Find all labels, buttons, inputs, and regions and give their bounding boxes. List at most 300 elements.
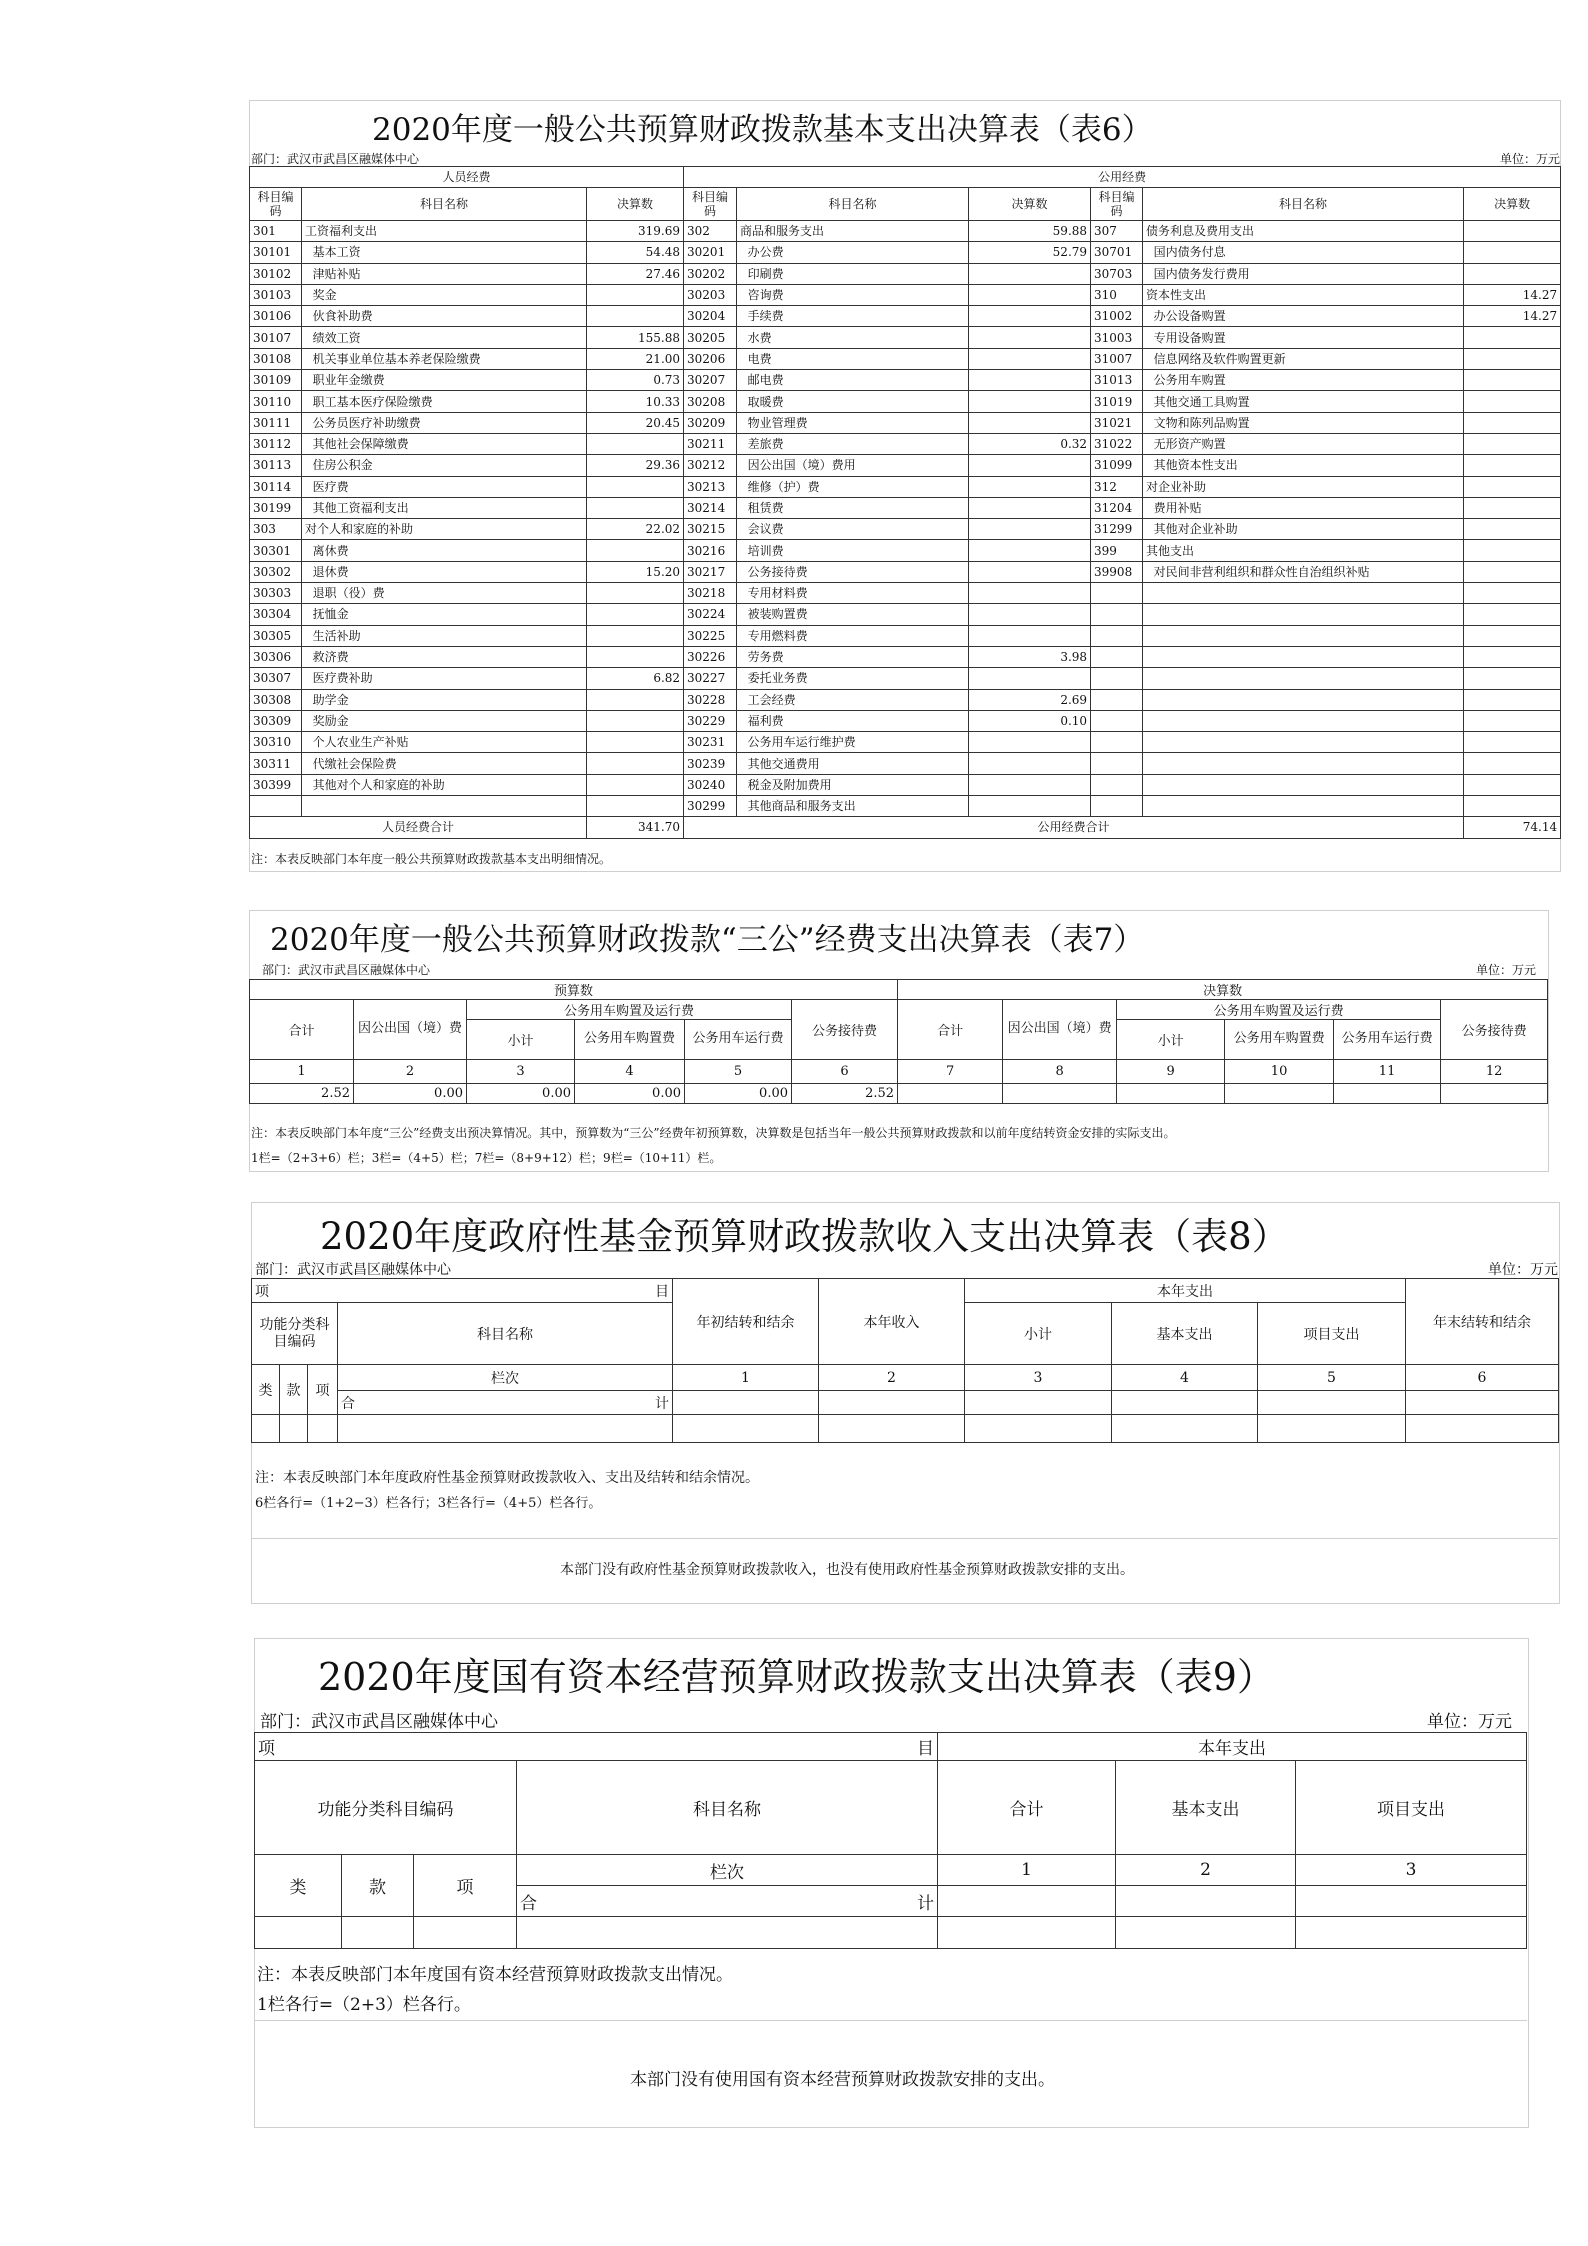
mu-label: 目: [917, 1739, 934, 1759]
table-row: [250, 327, 1561, 348]
amount-cell: [969, 604, 1091, 625]
amount-cell: [1464, 604, 1561, 625]
amount-cell: [587, 710, 684, 731]
code-cell: 307: [1091, 221, 1143, 242]
table-row: [250, 710, 1561, 731]
col-name: 科目名称: [1143, 188, 1464, 221]
code-cell: 30303: [250, 583, 302, 604]
table8-dept: 部门：武汉市武昌区融媒体中心: [255, 1262, 451, 1278]
value-cell: [1003, 1084, 1117, 1104]
code-cell: 312: [1091, 476, 1143, 497]
func-code-header: 功能分类科目编码: [252, 1303, 338, 1365]
group-public: 公用经费: [684, 167, 1561, 188]
col-number: 2: [354, 1060, 467, 1084]
name-cell: 被装购置费: [737, 604, 969, 625]
code-cell: 30209: [684, 412, 737, 433]
amount-cell: 22.02: [587, 519, 684, 540]
col-code: 科目编码: [250, 188, 302, 221]
code-cell: 30217: [684, 561, 737, 582]
code-cell: 30113: [250, 455, 302, 476]
code-cell: 31021: [1091, 412, 1143, 433]
amount-cell: [1464, 476, 1561, 497]
table9-unit: 单位：万元: [1427, 1712, 1512, 1732]
name-cell: 职工基本医疗保险缴费: [302, 391, 587, 412]
amount-cell: [1464, 583, 1561, 604]
name-cell: 劳务费: [737, 646, 969, 667]
value-cell: [1225, 1084, 1334, 1104]
col-number: 7: [898, 1060, 1003, 1084]
code-cell: 30112: [250, 433, 302, 454]
name-cell: 邮电费: [737, 370, 969, 391]
car-run-header: 公务用车运行费: [685, 1020, 792, 1060]
col-number: 3: [1296, 1855, 1527, 1886]
table-row: [250, 433, 1561, 454]
code-cell: 310: [1091, 284, 1143, 305]
code-cell: 31007: [1091, 348, 1143, 369]
table-row: [250, 583, 1561, 604]
reception-header: 公务接待费: [792, 1000, 898, 1060]
table-row: [250, 497, 1561, 518]
basic-header: 基本支出: [1116, 1761, 1296, 1855]
name-cell: 职业年金缴费: [302, 370, 587, 391]
col-amount: 决算数: [587, 188, 684, 221]
col-number: 8: [1003, 1060, 1117, 1084]
amount-cell: [969, 732, 1091, 753]
amount-cell: [969, 327, 1091, 348]
xiang-label: 项: [258, 1739, 275, 1759]
budget-header: 预算数: [250, 980, 898, 1000]
name-cell: 津贴补贴: [302, 263, 587, 284]
code-cell: 30214: [684, 497, 737, 518]
amount-cell: [969, 625, 1091, 646]
name-cell: 基本工资: [302, 242, 587, 263]
code-cell: [1091, 753, 1143, 774]
col-amount: 决算数: [969, 188, 1091, 221]
amount-cell: [1464, 710, 1561, 731]
table-row: [250, 689, 1561, 710]
code-cell: [1091, 689, 1143, 710]
income-header: 本年收入: [819, 1279, 965, 1365]
code-cell: 30227: [684, 668, 737, 689]
table-row: [250, 604, 1561, 625]
name-cell: 专用设备购置: [1143, 327, 1464, 348]
name-cell: [1143, 753, 1464, 774]
table-row: [250, 412, 1561, 433]
amount-cell: [969, 348, 1091, 369]
amount-cell: [1464, 348, 1561, 369]
table8: [251, 1278, 1559, 1443]
code-cell: [1091, 583, 1143, 604]
table-row: [250, 242, 1561, 263]
name-cell: 维修（护）费: [737, 476, 969, 497]
amount-cell: 14.27: [1464, 306, 1561, 327]
amount-cell: [587, 753, 684, 774]
amount-cell: [587, 646, 684, 667]
amount-cell: [969, 796, 1091, 817]
amount-cell: 52.79: [969, 242, 1091, 263]
col-number: 5: [1258, 1365, 1406, 1391]
xiang-label: 项: [255, 1283, 269, 1300]
table7-unit: 单位：万元: [1476, 963, 1537, 977]
group-personnel: 人员经费: [250, 167, 684, 188]
amount-cell: [1464, 433, 1561, 454]
name-cell: 其他资本性支出: [1143, 455, 1464, 476]
lei-label: 类: [252, 1365, 280, 1415]
amount-cell: 0.10: [969, 710, 1091, 731]
code-cell: 31022: [1091, 433, 1143, 454]
amount-cell: [1464, 221, 1561, 242]
amount-cell: [1464, 753, 1561, 774]
code-cell: 30110: [250, 391, 302, 412]
table-row: [250, 561, 1561, 582]
name-cell: 医疗费补助: [302, 668, 587, 689]
name-cell: 物业管理费: [737, 412, 969, 433]
code-cell: 30218: [684, 583, 737, 604]
table-row: [250, 348, 1561, 369]
value-cell: 2.52: [250, 1084, 354, 1104]
ji-label: 计: [655, 1395, 669, 1412]
code-cell: 30208: [684, 391, 737, 412]
amount-cell: [587, 433, 684, 454]
table8-title: 2020年度政府性基金预算财政拨款收入支出决算表（表8）: [320, 1215, 1289, 1258]
amount-cell: [1464, 519, 1561, 540]
amount-cell: [969, 391, 1091, 412]
name-cell: 公务用车购置: [1143, 370, 1464, 391]
amount-cell: [587, 625, 684, 646]
code-cell: 31099: [1091, 455, 1143, 476]
code-cell: 30213: [684, 476, 737, 497]
code-cell: 30240: [684, 774, 737, 795]
name-cell: 退休费: [302, 561, 587, 582]
col-name: 科目名称: [737, 188, 969, 221]
table-row: [250, 455, 1561, 476]
table6: [249, 166, 1561, 839]
name-cell: 福利费: [737, 710, 969, 731]
table6-title: 2020年度一般公共预算财政拨款基本支出决算表（表6）: [372, 112, 1153, 148]
amount-cell: [969, 370, 1091, 391]
amount-cell: [1464, 689, 1561, 710]
name-cell: 因公出国（境）费用: [737, 455, 969, 476]
table-row: [250, 774, 1561, 795]
amount-cell: [1464, 497, 1561, 518]
amount-cell: [587, 540, 684, 561]
amount-cell: [1464, 263, 1561, 284]
amount-cell: [587, 796, 684, 817]
value-cell: [1441, 1084, 1548, 1104]
name-cell: 咨询费: [737, 284, 969, 305]
code-cell: [1091, 625, 1143, 646]
col-number: 1: [673, 1365, 819, 1391]
code-cell: 30103: [250, 284, 302, 305]
table-row: [250, 753, 1561, 774]
amount-cell: [969, 412, 1091, 433]
ji-label: 计: [917, 1893, 934, 1914]
code-cell: 399: [1091, 540, 1143, 561]
name-cell: [1143, 710, 1464, 731]
code-cell: 30205: [684, 327, 737, 348]
name-cell: 文物和陈列品购置: [1143, 412, 1464, 433]
code-cell: 30302: [250, 561, 302, 582]
name-cell: 办公费: [737, 242, 969, 263]
amount-cell: [1464, 561, 1561, 582]
code-cell: 30207: [684, 370, 737, 391]
amount-cell: 0.32: [969, 433, 1091, 454]
name-cell: 公务接待费: [737, 561, 969, 582]
name-cell: [1143, 604, 1464, 625]
name-cell: 对民间非营利组织和群众性自治组织补贴: [1143, 561, 1464, 582]
abroad-header: 因公出国（境）费: [354, 1000, 467, 1060]
he-label: 合: [520, 1893, 537, 1914]
col-number: 10: [1225, 1060, 1334, 1084]
table7-dept: 部门：武汉市武昌区融媒体中心: [262, 963, 431, 977]
total-personnel-label: 人员经费合计: [250, 817, 587, 838]
table9-note1: 注：本表反映部门本年度国有资本经营预算财政拨款支出情况。: [257, 1965, 733, 1985]
name-cell: 国内债务发行费用: [1143, 263, 1464, 284]
table7: [249, 979, 1548, 1104]
xiang-label: 项: [308, 1365, 338, 1415]
col-name: 科目名称: [302, 188, 587, 221]
code-cell: 30114: [250, 476, 302, 497]
col-amount: 决算数: [1464, 188, 1561, 221]
func-code-header: 功能分类科目编码: [255, 1761, 517, 1855]
subtotal-header: 小计: [1117, 1020, 1225, 1060]
final-header: 决算数: [898, 980, 1548, 1000]
name-cell: 离休费: [302, 540, 587, 561]
name-cell: 办公设备购置: [1143, 306, 1464, 327]
amount-cell: [1464, 370, 1561, 391]
amount-cell: 54.48: [587, 242, 684, 263]
amount-cell: [587, 774, 684, 795]
code-cell: 30203: [684, 284, 737, 305]
name-cell: 手续费: [737, 306, 969, 327]
amount-cell: [587, 306, 684, 327]
code-cell: 30308: [250, 689, 302, 710]
table-row: [250, 306, 1561, 327]
project-header: 项目支出: [1296, 1761, 1527, 1855]
name-cell: 助学金: [302, 689, 587, 710]
name-cell: [1143, 796, 1464, 817]
table-row: [250, 284, 1561, 305]
table9-title: 2020年度国有资本经营预算财政拨款支出决算表（表9）: [318, 1655, 1275, 1699]
code-cell: 30224: [684, 604, 737, 625]
value-cell: 0.00: [575, 1084, 685, 1104]
name-header: 科目名称: [517, 1761, 938, 1855]
code-cell: 31019: [1091, 391, 1143, 412]
name-cell: [1143, 646, 1464, 667]
amount-cell: [969, 263, 1091, 284]
lei-label: 类: [255, 1855, 342, 1917]
col-number: 3: [467, 1060, 575, 1084]
name-cell: 对个人和家庭的补助: [302, 519, 587, 540]
code-cell: 30212: [684, 455, 737, 476]
code-cell: 303: [250, 519, 302, 540]
name-cell: 退职（役）费: [302, 583, 587, 604]
table-row: [250, 540, 1561, 561]
col-number: 1: [938, 1855, 1116, 1886]
amount-cell: [969, 668, 1091, 689]
table8-empty-note: 本部门没有政府性基金预算财政拨款收入，也没有使用政府性基金预算财政拨款安排的支出。: [560, 1562, 1134, 1578]
name-cell: 其他交通工具购置: [1143, 391, 1464, 412]
amount-cell: [969, 497, 1091, 518]
name-cell: 其他支出: [1143, 540, 1464, 561]
code-cell: 30231: [684, 732, 737, 753]
name-cell: 医疗费: [302, 476, 587, 497]
amount-cell: 15.20: [587, 561, 684, 582]
name-cell: 代缴社会保险费: [302, 753, 587, 774]
table6-unit: 单位：万元: [1500, 152, 1561, 166]
amount-cell: 27.46: [587, 263, 684, 284]
name-cell: 公务用车运行维护费: [737, 732, 969, 753]
value-cell: 0.00: [354, 1084, 467, 1104]
code-cell: [1091, 668, 1143, 689]
expense-header: 本年支出: [938, 1733, 1527, 1761]
col-number: 2: [819, 1365, 965, 1391]
table-row: [250, 796, 1561, 817]
name-cell: 住房公积金: [302, 455, 587, 476]
total-personnel: 341.70: [587, 817, 684, 838]
value-cell: [898, 1084, 1003, 1104]
table7-title: 2020年度一般公共预算财政拨款“三公”经费支出决算表（表7）: [270, 922, 1145, 958]
code-cell: 31204: [1091, 497, 1143, 518]
name-cell: 专用材料费: [737, 583, 969, 604]
total-public: 74.14: [1464, 817, 1561, 838]
col-number: 3: [965, 1365, 1112, 1391]
name-cell: 费用补贴: [1143, 497, 1464, 518]
name-cell: 公务员医疗补助缴费: [302, 412, 587, 433]
name-cell: 资本性支出: [1143, 284, 1464, 305]
amount-cell: [1464, 391, 1561, 412]
col-number: 12: [1441, 1060, 1548, 1084]
value-cell: 2.52: [792, 1084, 898, 1104]
name-cell: 取暖费: [737, 391, 969, 412]
name-cell: 信息网络及软件购置更新: [1143, 348, 1464, 369]
name-cell: [1143, 583, 1464, 604]
code-cell: [1091, 774, 1143, 795]
table-row: [250, 646, 1561, 667]
table-row: [250, 370, 1561, 391]
amount-cell: [587, 476, 684, 497]
expense-header: 本年支出: [965, 1279, 1406, 1303]
table-row: [250, 732, 1561, 753]
col-number: 4: [575, 1060, 685, 1084]
name-cell: [1143, 668, 1464, 689]
code-cell: 31013: [1091, 370, 1143, 391]
amount-cell: 14.27: [1464, 284, 1561, 305]
name-cell: 租赁费: [737, 497, 969, 518]
basic-header: 基本支出: [1112, 1303, 1258, 1365]
name-cell: [1143, 774, 1464, 795]
col-number: 2: [1116, 1855, 1296, 1886]
code-cell: 30310: [250, 732, 302, 753]
code-cell: 30202: [684, 263, 737, 284]
name-cell: 其他对企业补助: [1143, 519, 1464, 540]
code-cell: 30229: [684, 710, 737, 731]
begin-header: 年初结转和结余: [673, 1279, 819, 1365]
amount-cell: [1464, 668, 1561, 689]
name-cell: 差旅费: [737, 433, 969, 454]
amount-cell: [1464, 646, 1561, 667]
amount-cell: 10.33: [587, 391, 684, 412]
amount-cell: [1464, 625, 1561, 646]
table9-note2: 1栏各行=（2+3）栏各行。: [257, 1995, 471, 2015]
name-cell: 其他对个人和家庭的补助: [302, 774, 587, 795]
value-cell: 0.00: [467, 1084, 575, 1104]
abroad-header: 因公出国（境）费: [1003, 1000, 1117, 1060]
reception-header: 公务接待费: [1441, 1000, 1548, 1060]
value-cell: 0.00: [685, 1084, 792, 1104]
name-cell: 印刷费: [737, 263, 969, 284]
name-cell: 电费: [737, 348, 969, 369]
code-cell: 30204: [684, 306, 737, 327]
table8-unit: 单位：万元: [1488, 1262, 1558, 1278]
table-row: [250, 263, 1561, 284]
amount-cell: [969, 774, 1091, 795]
col-number: 4: [1112, 1365, 1258, 1391]
col-code: 科目编码: [1091, 188, 1143, 221]
table9-empty-note: 本部门没有使用国有资本经营预算财政拨款安排的支出。: [630, 2070, 1055, 2090]
car-run-header: 公务用车运行费: [1334, 1020, 1441, 1060]
code-cell: 30226: [684, 646, 737, 667]
project-header: 项目支出: [1258, 1303, 1406, 1365]
col-number: 6: [1406, 1365, 1559, 1391]
car-buy-header: 公务用车购置费: [575, 1020, 685, 1060]
name-cell: 抚恤金: [302, 604, 587, 625]
value-cell: [1334, 1084, 1441, 1104]
code-cell: 30102: [250, 263, 302, 284]
table8-note1: 注：本表反映部门本年度政府性基金预算财政拨款收入、支出及结转和结余情况。: [255, 1470, 759, 1486]
code-cell: 30301: [250, 540, 302, 561]
amount-cell: 59.88: [969, 221, 1091, 242]
code-cell: 30311: [250, 753, 302, 774]
total-header: 合计: [938, 1761, 1116, 1855]
name-cell: [302, 796, 587, 817]
name-cell: 水费: [737, 327, 969, 348]
amount-cell: [1464, 412, 1561, 433]
car-header: 公务用车购置及运行费: [467, 1000, 792, 1020]
code-cell: [1091, 646, 1143, 667]
code-cell: 30304: [250, 604, 302, 625]
name-cell: 其他商品和服务支出: [737, 796, 969, 817]
name-cell: [1143, 625, 1464, 646]
amount-cell: [587, 284, 684, 305]
code-cell: 30111: [250, 412, 302, 433]
amount-cell: 21.00: [587, 348, 684, 369]
col-number: 9: [1117, 1060, 1225, 1084]
table8-note2: 6栏各行=（1+2−3）栏各行；3栏各行=（4+5）栏各行。: [255, 1496, 602, 1511]
amount-cell: 155.88: [587, 327, 684, 348]
name-cell: [1143, 732, 1464, 753]
name-cell: 绩效工资: [302, 327, 587, 348]
name-cell: 对企业补助: [1143, 476, 1464, 497]
code-cell: 30399: [250, 774, 302, 795]
code-cell: 30309: [250, 710, 302, 731]
total-public-label: 公用经费合计: [684, 817, 1464, 838]
amount-cell: [969, 519, 1091, 540]
amount-cell: [969, 583, 1091, 604]
end-header: 年末结转和结余: [1406, 1279, 1559, 1365]
name-cell: 国内债务付息: [1143, 242, 1464, 263]
name-cell: 奖励金: [302, 710, 587, 731]
col-number: 11: [1334, 1060, 1441, 1084]
code-cell: 30228: [684, 689, 737, 710]
code-cell: 30701: [1091, 242, 1143, 263]
code-cell: 30206: [684, 348, 737, 369]
name-header: 科目名称: [338, 1303, 673, 1365]
amount-cell: [587, 732, 684, 753]
code-cell: 30101: [250, 242, 302, 263]
car-header: 公务用车购置及运行费: [1117, 1000, 1441, 1020]
lanci-label: 栏次: [338, 1365, 673, 1391]
